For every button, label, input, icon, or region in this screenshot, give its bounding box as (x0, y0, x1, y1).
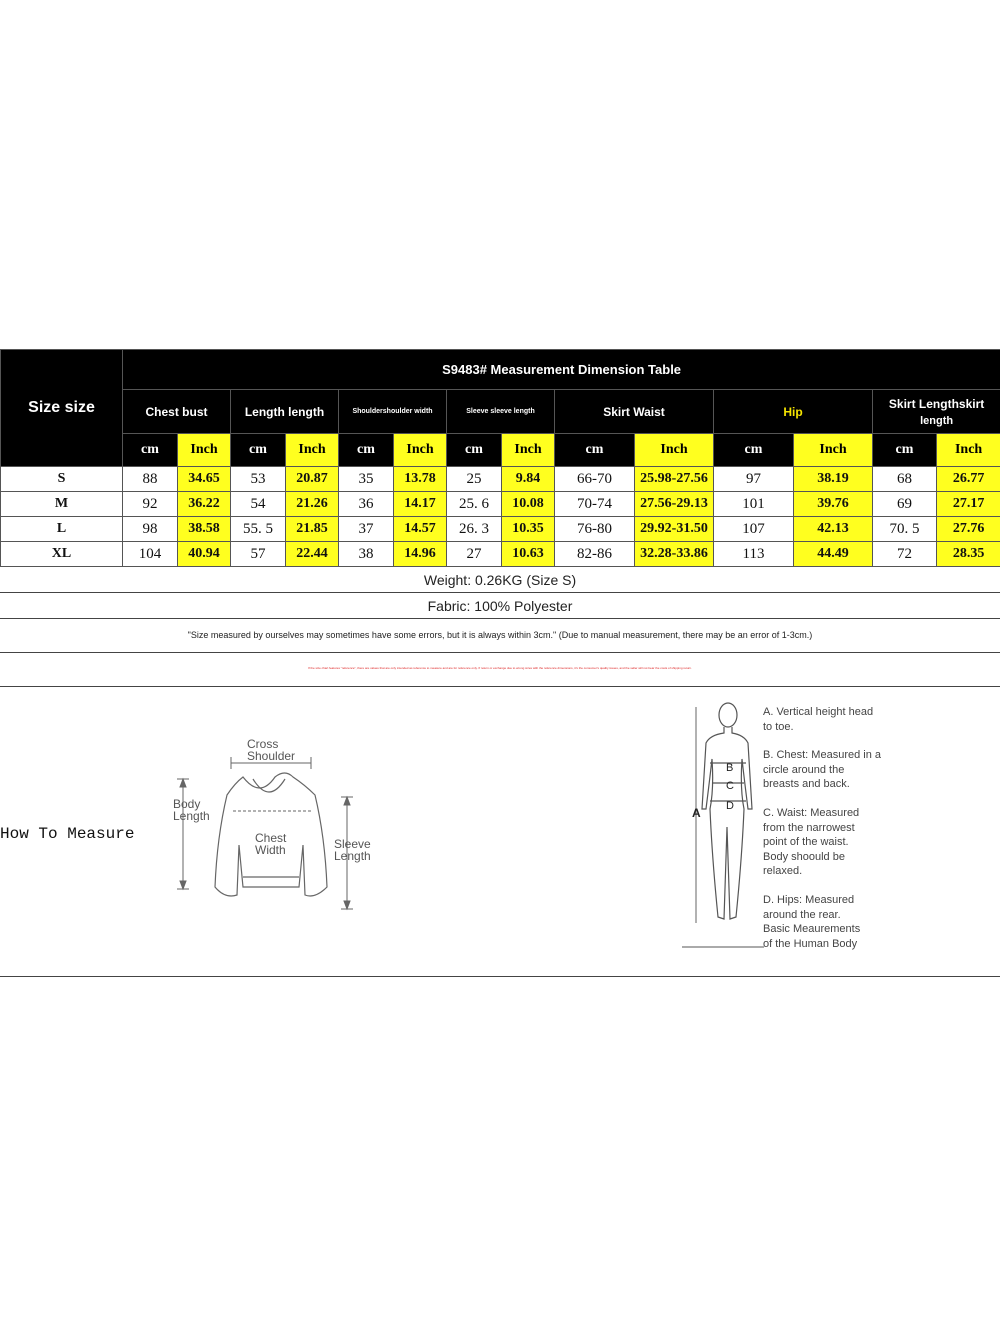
unit-cm: cm (447, 434, 502, 467)
table-cell: 92 (123, 492, 178, 517)
letter-b: B (726, 762, 734, 774)
table-cell: 10.08 (502, 492, 555, 517)
size-header: Size size (1, 350, 123, 467)
table-cell: 10.63 (502, 542, 555, 567)
table-cell: 69 (873, 492, 937, 517)
body-length-label: Body (173, 797, 201, 811)
table-cell: 25 (447, 467, 502, 492)
size-label: L (1, 517, 123, 542)
table-cell: 21.26 (286, 492, 339, 517)
cross-shoulder-label: Cross (247, 737, 279, 751)
letter-d: D (726, 800, 734, 812)
unit-header-row (1, 434, 1000, 467)
sleeve-length-label: Sleeve (334, 837, 371, 851)
table-cell: 38.19 (794, 467, 873, 492)
note-a: A. Vertical height head to toe. (763, 706, 874, 733)
table-cell: 66-70 (555, 467, 635, 492)
table-cell: 39.76 (794, 492, 873, 517)
table-cell: 29.92-31.50 (635, 517, 714, 542)
group-hip: Hip (714, 390, 873, 434)
table-cell: 70. 5 (873, 517, 937, 542)
weight-info: Weight: 0.26KG (Size S) (0, 567, 1000, 593)
table-cell: 88 (123, 467, 178, 492)
body-outline (702, 727, 752, 919)
table-cell: 27.56-29.13 (635, 492, 714, 517)
table-cell: 34.65 (178, 467, 231, 492)
size-table (0, 349, 1000, 567)
table-cell: 98 (123, 517, 178, 542)
table-cell: 25.98-27.56 (635, 467, 714, 492)
note-d: D. Hips: Measured around the rear. Basic Meaurements of the Human Body (763, 894, 861, 950)
table-cell: 36.22 (178, 492, 231, 517)
unit-cm: cm (339, 434, 394, 467)
table-cell: 26.77 (937, 467, 1000, 492)
unit-cm: cm (873, 434, 937, 467)
table-cell: 25. 6 (447, 492, 502, 517)
size-label: S (1, 467, 123, 492)
how-to-measure-title: How To Measure (0, 825, 135, 843)
table-cell: 27 (447, 542, 502, 567)
unit-inch: Inch (502, 434, 555, 467)
table-row (1, 517, 1000, 542)
sweater-neckline (253, 779, 285, 792)
unit-inch: Inch (794, 434, 873, 467)
table-cell: 57 (231, 542, 286, 567)
unit-cm: cm (555, 434, 635, 467)
chest-width-label: Chest (255, 831, 287, 845)
table-cell: 14.96 (394, 542, 447, 567)
table-cell: 97 (714, 467, 794, 492)
fabric-info: Fabric: 100% Polyester (0, 593, 1000, 619)
table-cell: 72 (873, 542, 937, 567)
note-c: C. Waist: Measured from the narrowest point of the waist. Body shoould be relaxed. (763, 807, 860, 877)
table-cell: 13.78 (394, 467, 447, 492)
table-cell: 10.35 (502, 517, 555, 542)
table-cell: 26. 3 (447, 517, 502, 542)
table-cell: 113 (714, 542, 794, 567)
table-cell: 27.76 (937, 517, 1000, 542)
measurement-error-note: "Size measured by ourselves may sometimes have some errors, but it is always within 3cm." (Due to manual measurement, there may be an error of 1-3cm.) (0, 619, 1000, 653)
table-cell: 21.85 (286, 517, 339, 542)
unit-inch: Inch (178, 434, 231, 467)
table-cell: 20.87 (286, 467, 339, 492)
unit-cm: cm (123, 434, 178, 467)
unit-inch: Inch (937, 434, 1000, 467)
table-cell: 14.17 (394, 492, 447, 517)
table-cell: 14.57 (394, 517, 447, 542)
group-shoulder: Shouldershoulder width (339, 390, 447, 434)
human-body-diagram (680, 697, 766, 957)
table-cell: 38.58 (178, 517, 231, 542)
table-cell: 70-74 (555, 492, 635, 517)
table-row (1, 467, 1000, 492)
table-cell: 55. 5 (231, 517, 286, 542)
letter-a: A (692, 806, 701, 820)
unit-inch: Inch (286, 434, 339, 467)
table-cell: 36 (339, 492, 394, 517)
table-cell: 40.94 (178, 542, 231, 567)
sleeve-length-label: Length (334, 849, 371, 863)
table-row (1, 542, 1000, 567)
table-cell: 44.49 (794, 542, 873, 567)
table-cell: 37 (339, 517, 394, 542)
size-label: M (1, 492, 123, 517)
table-cell: 38 (339, 542, 394, 567)
table-cell: 42.13 (794, 517, 873, 542)
table-cell: 104 (123, 542, 178, 567)
group-skirt-waist: Skirt Waist (555, 390, 714, 434)
size-chart-sheet (0, 349, 1000, 687)
table-title-row (1, 350, 1000, 390)
red-disclaimer-note: If the size chart features "reference", there are values that are only intended as reference to measure and are for reference only. If return or exchange due to wrong sizes with the reference dimensions, it's the consumer's quality issues, and the seller will not bear the costs of shipping return. (0, 653, 1000, 687)
cross-shoulder-label: Shoulder (247, 749, 296, 763)
group-sleeve: Sleeve sleeve length (447, 390, 555, 434)
table-cell: 68 (873, 467, 937, 492)
table-cell: 107 (714, 517, 794, 542)
table-cell: 101 (714, 492, 794, 517)
body-length-label: Length (173, 809, 210, 823)
sweater-diagram (165, 727, 385, 917)
unit-cm: cm (231, 434, 286, 467)
size-label: XL (1, 542, 123, 567)
table-row (1, 492, 1000, 517)
table-cell: 53 (231, 467, 286, 492)
table-title: S9483# Measurement Dimension Table (123, 350, 1000, 390)
table-cell: 82-86 (555, 542, 635, 567)
group-length: Length length (231, 390, 339, 434)
table-cell: 9.84 (502, 467, 555, 492)
table-cell: 27.17 (937, 492, 1000, 517)
how-to-measure-section (0, 687, 1000, 977)
table-cell: 76-80 (555, 517, 635, 542)
unit-inch: Inch (635, 434, 714, 467)
note-b: B. Chest: Measured in a circle around the breasts and back. (763, 749, 882, 790)
table-cell: 22.44 (286, 542, 339, 567)
group-header-row (1, 390, 1000, 434)
body-head (719, 703, 737, 727)
table-cell: 28.35 (937, 542, 1000, 567)
table-cell: 32.28-33.86 (635, 542, 714, 567)
unit-inch: Inch (394, 434, 447, 467)
group-chest: Chest bust (123, 390, 231, 434)
group-skirt-length: Skirt Lengthskirt length (873, 390, 1000, 434)
chest-width-label: Width (255, 843, 286, 857)
table-cell: 35 (339, 467, 394, 492)
table-cell: 54 (231, 492, 286, 517)
unit-cm: cm (714, 434, 794, 467)
letter-c: C (726, 780, 734, 792)
